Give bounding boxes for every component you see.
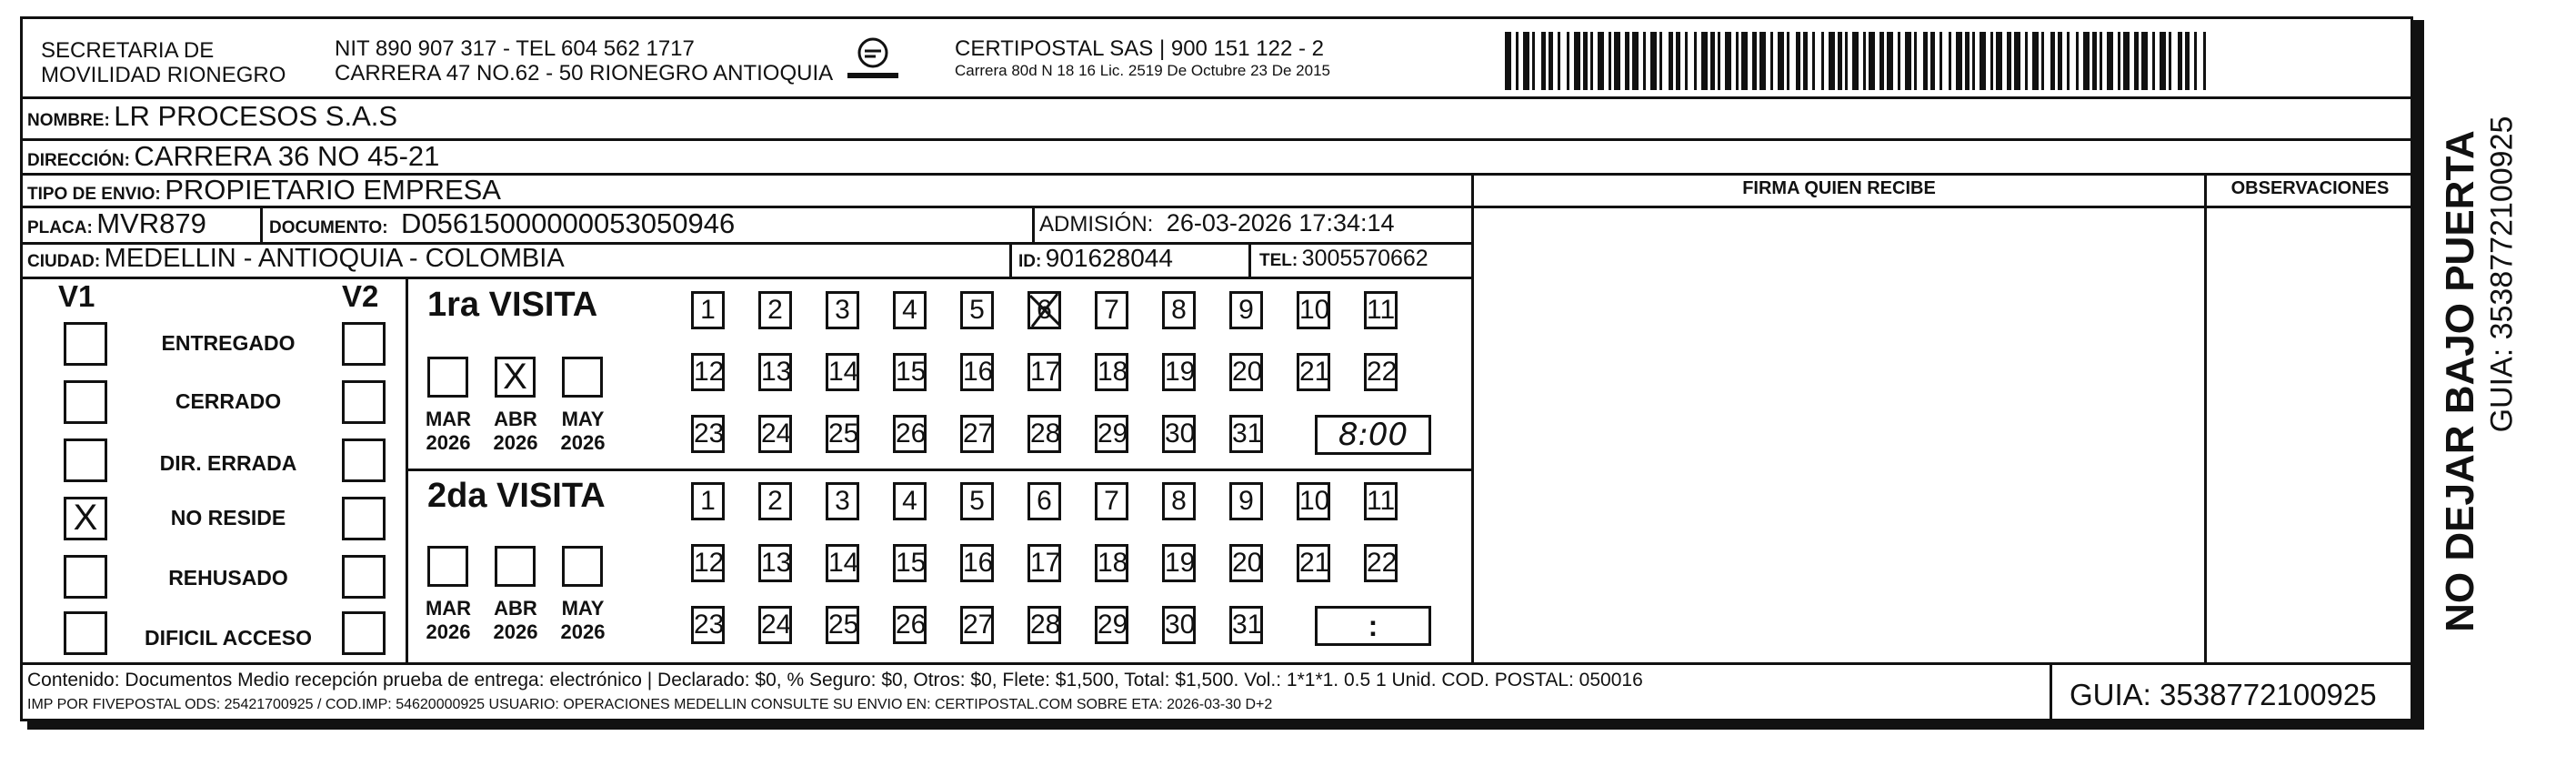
v2-header: V2 [342, 279, 379, 313]
footer-contents: Contenido: Documentos Medio recepción prueba de entrega: electrónico | Declarado: $0, % Seguro: $0, Otros: $0, Flete: $1,500, Total: $1,500. Vol.: 1*1*1. 0.5 1 Unid. COD. POSTAL: 050016 [27, 670, 1643, 690]
barcode-bar [1869, 32, 1875, 90]
visit2-title: 2da VISITA [427, 477, 606, 515]
row-divider [20, 96, 2413, 99]
visit2-day-29[interactable]: 29 [1095, 606, 1128, 644]
visit1-day-24[interactable]: 24 [758, 415, 792, 453]
barcode-bar [1676, 32, 1680, 90]
tel-label: TEL: [1259, 251, 1298, 270]
certipostal-logo [846, 33, 900, 87]
city-value: MEDELLIN - ANTIOQUIA - COLOMBIA [104, 244, 565, 273]
visit2-day-6[interactable]: 6 [1027, 482, 1061, 520]
visit2-day-25[interactable]: 25 [826, 606, 859, 644]
signature-column-divider [1471, 173, 1474, 662]
barcode-bar [1736, 32, 1739, 90]
visit1-month-checkbox-mar[interactable] [427, 357, 468, 398]
v1-checkbox-rehusado[interactable] [64, 555, 107, 599]
barcode-bar [1914, 32, 1917, 90]
visit1-day-19[interactable]: 19 [1162, 353, 1196, 391]
v2-checkbox-dificil-acceso[interactable] [342, 611, 386, 655]
visit1-day-22[interactable]: 22 [1364, 353, 1398, 391]
row-divider [20, 277, 1471, 279]
barcode-bar [1725, 32, 1731, 90]
bottom-edge-shadow [27, 721, 2424, 730]
visit2-month-label-may: MAY 2026 [560, 597, 606, 643]
document-label: DOCUMENTO: [269, 218, 388, 237]
visit1-day-12[interactable]: 12 [691, 353, 725, 391]
barcode-bar [1803, 32, 1808, 90]
barcode-bar [2058, 32, 2062, 90]
barcode-bar [2092, 32, 2097, 90]
visit1-day-18[interactable]: 18 [1095, 353, 1128, 391]
visit2-day-7[interactable]: 7 [1095, 482, 1128, 520]
barcode-bar [1710, 32, 1715, 90]
plate-field [27, 207, 206, 240]
barcode-bar [2141, 32, 2148, 90]
barcode-bar [1598, 32, 1604, 90]
tel-value: 3005570662 [1301, 246, 1428, 271]
v2-checkbox-dir-errada[interactable] [342, 438, 386, 482]
barcode-bar [1887, 32, 1893, 90]
id-field [1018, 244, 1173, 273]
barcode-bar [1523, 32, 1529, 90]
visit1-time-box[interactable] [1315, 415, 1431, 455]
visit2-day-4[interactable]: 4 [893, 482, 927, 520]
barcode-bar [2050, 32, 2055, 90]
admission-field [1039, 209, 1395, 237]
visit1-day-17[interactable]: 17 [1027, 353, 1061, 391]
barcode-bar [1905, 32, 1911, 90]
side-guide-number: GUIA: 3538772100925 [2484, 116, 2520, 433]
visit2-day-11[interactable]: 11 [1364, 482, 1398, 520]
no-dejar-bajo-puerta-text: NO DEJAR BAJO PUERTA [2438, 130, 2482, 632]
visit1-day-27[interactable]: 27 [960, 415, 994, 453]
name-value: LR PROCESOS S.A.S [114, 100, 398, 132]
admission-value: 26-03-2026 17:34:14 [1166, 209, 1395, 237]
barcode-bar [1541, 32, 1546, 90]
city-label: CIUDAD: [27, 252, 101, 271]
visit1-day-3[interactable]: 3 [826, 291, 859, 329]
visit1-month-label-mar: MAR 2026 [425, 408, 472, 454]
barcode-bar [2178, 32, 2182, 90]
observations-column-divider [2204, 173, 2207, 662]
visit2-day-3[interactable]: 3 [826, 482, 859, 520]
barcode-bar [2152, 32, 2155, 90]
barcode-bar [1694, 32, 1697, 90]
visit2-day-20[interactable]: 20 [1229, 544, 1263, 582]
barcode-bar [1759, 32, 1766, 90]
status-label-dificil-acceso: DIFICIL ACCESO [144, 626, 312, 650]
visit1-day-15[interactable]: 15 [893, 353, 927, 391]
visit1-day-20[interactable]: 20 [1229, 353, 1263, 391]
barcode-bar [1567, 32, 1569, 90]
barcode-bar [2032, 32, 2039, 90]
visit2-day-26[interactable]: 26 [893, 606, 927, 644]
address-field [27, 140, 439, 173]
visit1-day-21[interactable]: 21 [1297, 353, 1330, 391]
visit1-day-29[interactable]: 29 [1095, 415, 1128, 453]
visit1-day-31[interactable]: 31 [1229, 415, 1263, 453]
v1-checkbox-cerrado[interactable] [64, 380, 107, 424]
v2-checkbox-entregado[interactable] [342, 322, 386, 366]
status-label-no-reside: NO RESIDE [170, 506, 286, 529]
barcode-bar [2169, 32, 2171, 90]
tel-field [1259, 246, 1428, 272]
shipment-type-field [27, 174, 501, 207]
barcode-bar [1741, 32, 1748, 90]
barcode-bar [2107, 32, 2113, 90]
barcode-bar [1821, 32, 1824, 90]
status-label-entregado: ENTREGADO [161, 331, 296, 355]
visit1-month-checkbox-abr[interactable]: X [495, 357, 536, 398]
visit2-day-17[interactable]: 17 [1027, 544, 1061, 582]
barcode-bar [1898, 32, 1900, 90]
visit2-month-checkbox-abr[interactable] [495, 546, 536, 587]
visit1-day-28[interactable]: 28 [1027, 415, 1061, 453]
visit1-day-4[interactable]: 4 [893, 291, 927, 329]
visit-divider [406, 469, 1471, 471]
visit1-day-7[interactable]: 7 [1095, 291, 1128, 329]
shipment-type-label: TIPO DE ENVIO: [27, 185, 161, 204]
barcode-bar [2067, 32, 2070, 90]
visit2-day-24[interactable]: 24 [758, 606, 792, 644]
row-divider [20, 662, 2413, 665]
visit1-month-label-abr: ABR 2026 [493, 408, 538, 454]
visit2-day-13[interactable]: 13 [758, 544, 792, 582]
visit1-day-25[interactable]: 25 [826, 415, 859, 453]
barcode-bar [2134, 32, 2139, 90]
visit1-day-26[interactable]: 26 [893, 415, 927, 453]
barcode-bar [1812, 32, 1815, 90]
signature-column-header: FIRMA QUIEN RECIBE [1742, 178, 1936, 198]
barcode-bar [1669, 32, 1673, 90]
visit2-day-10[interactable]: 10 [1297, 482, 1330, 520]
barcode-bar [1965, 32, 1970, 90]
barcode-bar [2076, 32, 2079, 90]
barcode-bar [1532, 32, 1535, 90]
visit1-day-8[interactable]: 8 [1162, 291, 1196, 329]
visit2-day-1[interactable]: 1 [691, 482, 725, 520]
visit1-day-1[interactable]: 1 [691, 291, 725, 329]
visit1-month-label-may: MAY 2026 [560, 408, 606, 454]
barcode-bar [2118, 32, 2120, 90]
visit2-day-15[interactable]: 15 [893, 544, 927, 582]
visit2-day-27[interactable]: 27 [960, 606, 994, 644]
barcode-bar [1852, 32, 1859, 90]
visit1-day-14[interactable]: 14 [826, 353, 859, 391]
barcode-bar [2100, 32, 2102, 90]
visit2-time-box[interactable] [1315, 606, 1431, 646]
barcode-bar [1505, 32, 1511, 90]
v1-checkbox-dir-errada[interactable] [64, 438, 107, 482]
city-field [27, 244, 565, 274]
v1-checkbox-entregado[interactable] [64, 322, 107, 366]
barcode [1505, 32, 2214, 90]
footer-guide-number: GUIA: 3538772100925 [2070, 678, 2377, 711]
visit2-month-label-mar: MAR 2026 [425, 597, 472, 643]
barcode-bar [1549, 32, 1553, 90]
address-label: DIRECCIÓN: [27, 151, 130, 170]
barcode-bar [2083, 32, 2090, 90]
barcode-bar [1659, 32, 1662, 90]
visit2-day-21[interactable]: 21 [1297, 544, 1330, 582]
barcode-bar [1863, 32, 1866, 90]
visit1-day-23[interactable]: 23 [691, 415, 725, 453]
v1-checkbox-dificil-acceso[interactable] [64, 611, 107, 655]
visit1-month-checkbox-may[interactable] [562, 357, 603, 398]
visit1-day-9[interactable]: 9 [1229, 291, 1263, 329]
barcode-bar [2185, 32, 2190, 90]
visit2-day-23[interactable]: 23 [691, 606, 725, 644]
barcode-bar [1643, 32, 1646, 90]
certipostal-logo-icon [846, 33, 900, 87]
status-label-rehusado: REHUSADO [168, 566, 288, 590]
barcode-bar [1930, 32, 1935, 90]
barcode-bar [1558, 32, 1560, 90]
barcode-bar [1787, 32, 1789, 90]
cell-divider [1009, 242, 1012, 277]
barcode-bar [1829, 32, 1835, 90]
v2-checkbox-cerrado[interactable] [342, 380, 386, 424]
visit2-day-19[interactable]: 19 [1162, 544, 1196, 582]
visit2-day-30[interactable]: 30 [1162, 606, 1196, 644]
visit2-day-16[interactable]: 16 [960, 544, 994, 582]
day-number-text: 6 [1037, 295, 1052, 325]
visit2-time-value: : [1368, 610, 1378, 642]
v2-checkbox-rehusado[interactable] [342, 555, 386, 599]
visit1-day-16[interactable]: 16 [960, 353, 994, 391]
barcode-bar [2025, 32, 2028, 90]
barcode-bar [2014, 32, 2020, 90]
visit2-day-14[interactable]: 14 [826, 544, 859, 582]
barcode-bar [1609, 32, 1611, 90]
footer-guide-divider [2050, 662, 2052, 721]
barcode-bar [2041, 32, 2044, 90]
barcode-bar [1752, 32, 1757, 90]
barcode-bar [1996, 32, 2002, 90]
visit2-day-18[interactable]: 18 [1095, 544, 1128, 582]
barcode-bar [1838, 32, 1842, 90]
address-value: CARRERA 36 NO 45-21 [134, 140, 440, 172]
v1-header: V1 [58, 279, 95, 313]
visit1-day-mark-icon [1025, 288, 1065, 330]
visit2-day-31[interactable]: 31 [1229, 606, 1263, 644]
column-header-line [1471, 206, 2413, 208]
cell-divider [260, 206, 263, 242]
cell-divider [1032, 206, 1035, 242]
barcode-bar [1650, 32, 1657, 90]
barcode-bar [1590, 32, 1593, 90]
visit2-day-9[interactable]: 9 [1229, 482, 1263, 520]
plate-value: MVR879 [96, 207, 206, 239]
barcode-bar [1701, 32, 1708, 90]
id-value: 901628044 [1045, 244, 1173, 272]
visit1-day-11[interactable]: 11 [1364, 291, 1398, 329]
barcode-bar [1923, 32, 1928, 90]
visit1-day-2[interactable]: 2 [758, 291, 792, 329]
visit2-day-2[interactable]: 2 [758, 482, 792, 520]
visit1-day-6[interactable] [1027, 291, 1061, 329]
footer-imp-line: IMP POR FIVEPOSTAL ODS: 25421700925 / COD.IMP: 54620000925 USUARIO: OPERACIONES MEDELLIN CONSULTE SU ENVIO EN: CERTIPOSTAL.COM SOBRE ETA: 2026-03-30 D+2 [27, 697, 1273, 712]
id-label: ID: [1018, 252, 1042, 271]
barcode-bar [1796, 32, 1800, 90]
barcode-bar [1718, 32, 1720, 90]
name-label: NOMBRE: [27, 111, 110, 130]
barcode-bar [1685, 32, 1688, 90]
visit2-day-5[interactable]: 5 [960, 482, 994, 520]
sender-name: SECRETARIA DE MOVILIDAD RIONEGRO [41, 38, 286, 87]
visit1-day-10[interactable]: 10 [1297, 291, 1330, 329]
barcode-bar [2203, 32, 2206, 90]
observations-column-header: OBSERVACIONES [2230, 178, 2390, 198]
plate-label: PLACA: [27, 218, 93, 237]
status-label-dir-errada: DIR. ERRADA [159, 451, 297, 475]
barcode-bar [1980, 32, 1986, 90]
barcode-bar [2160, 32, 2166, 90]
barcode-bar [1956, 32, 1962, 90]
visit2-day-12[interactable]: 12 [691, 544, 725, 582]
carrier-info: CERTIPOSTAL SAS | 900 151 122 - 2 Carrera 80d N 18 16 Lic. 2519 De Octubre 23 De 2015 [955, 36, 1330, 79]
barcode-bar [1574, 32, 1580, 90]
barcode-bar [2194, 32, 2197, 90]
barcode-bar [1516, 32, 1519, 90]
visit2-month-checkbox-may[interactable] [562, 546, 603, 587]
name-field [27, 100, 397, 133]
barcode-bar [1770, 32, 1773, 90]
visit1-day-13[interactable]: 13 [758, 353, 792, 391]
barcode-bar [2007, 32, 2011, 90]
visit1-time-value: 8:00 [1338, 417, 1408, 453]
sender-contact: NIT 890 907 317 - TEL 604 562 1717 CARRERA 47 NO.62 - 50 RIONEGRO ANTIOQUIA [335, 36, 834, 86]
cell-divider [1248, 242, 1251, 277]
visit1-day-5[interactable]: 5 [960, 291, 994, 329]
barcode-bar [1990, 32, 1993, 90]
barcode-bar [1972, 32, 1975, 90]
visit2-day-22[interactable]: 22 [1364, 544, 1398, 582]
v1-checkbox-no-reside[interactable]: X [64, 497, 107, 540]
shipment-type-value: PROPIETARIO EMPRESA [165, 174, 501, 206]
barcode-bar [1778, 32, 1784, 90]
document-value: D05615000000053050946 [401, 207, 736, 239]
visit2-day-28[interactable]: 28 [1027, 606, 1061, 644]
v2-checkbox-no-reside[interactable] [342, 497, 386, 540]
visit1-day-30[interactable]: 30 [1162, 415, 1196, 453]
barcode-bar [1845, 32, 1848, 90]
visit2-month-checkbox-mar[interactable] [427, 546, 468, 587]
barcode-bar [1940, 32, 1942, 90]
barcode-bar [1625, 32, 1629, 90]
visit2-day-8[interactable]: 8 [1162, 482, 1196, 520]
barcode-bar [2123, 32, 2130, 90]
barcode-bar [1614, 32, 1620, 90]
admission-label: ADMISIÓN: [1039, 212, 1154, 237]
status-label-cerrado: CERRADO [175, 389, 282, 413]
barcode-bar [1583, 32, 1588, 90]
visit2-month-label-abr: ABR 2026 [493, 597, 538, 643]
document-field [269, 207, 735, 240]
visit1-title: 1ra VISITA [427, 286, 598, 324]
barcode-bar [1879, 32, 1884, 90]
barcode-bar [1949, 32, 1951, 90]
barcode-bar [1632, 32, 1639, 90]
side-panel-divider [2413, 96, 2416, 662]
